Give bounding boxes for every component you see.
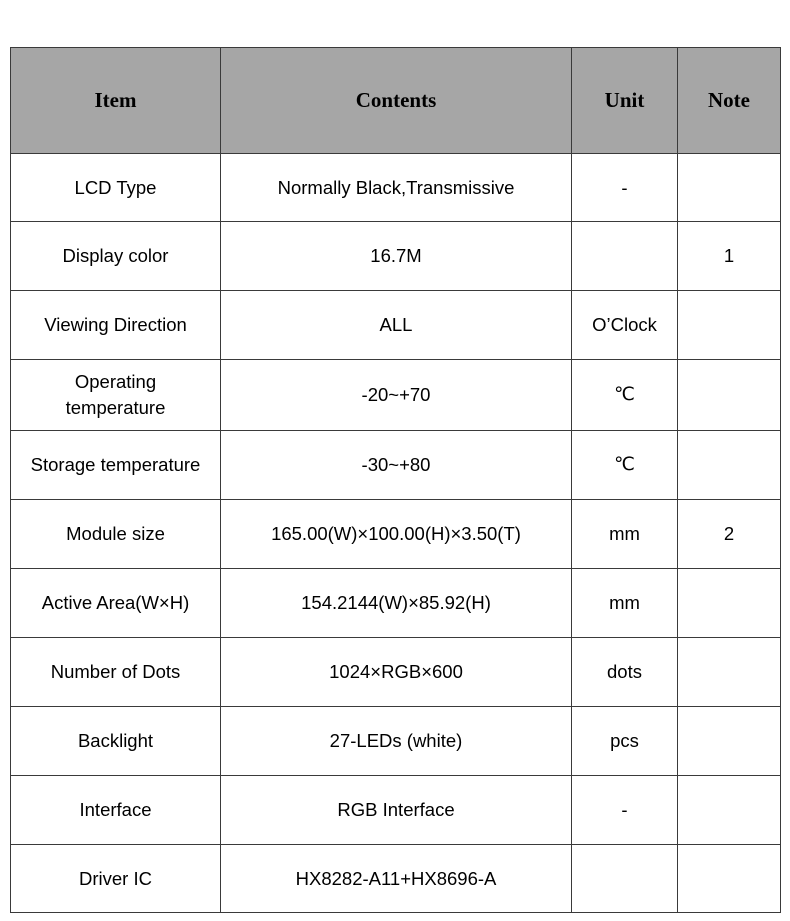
cell-unit: ℃ [572,431,678,500]
cell-unit [572,222,678,291]
header-note: Note [678,48,781,154]
cell-note: 1 [678,222,781,291]
table-row [11,638,781,707]
cell-contents: 1024×RGB×600 [221,638,572,707]
cell-contents: -20~+70 [221,360,572,431]
cell-item: Backlight [11,707,221,776]
cell-item: Active Area(W×H) [11,569,221,638]
cell-note [678,431,781,500]
cell-unit: ℃ [572,360,678,431]
table-row [11,845,781,913]
cell-note [678,291,781,360]
cell-unit: - [572,154,678,222]
cell-item: Storage temperature [11,431,221,500]
cell-unit: mm [572,569,678,638]
cell-item: Operating temperature [11,360,221,431]
cell-note [678,845,781,913]
cell-contents: 27-LEDs (white) [221,707,572,776]
table-row [11,500,781,569]
cell-item: Driver IC [11,845,221,913]
table-row [11,291,781,360]
cell-note [678,776,781,845]
cell-unit [572,845,678,913]
cell-unit: mm [572,500,678,569]
cell-note [678,360,781,431]
table-row [11,360,781,431]
cell-note: 2 [678,500,781,569]
cell-note [678,638,781,707]
cell-contents: ALL [221,291,572,360]
cell-contents: Normally Black,Transmissive [221,154,572,222]
table-row [11,154,781,222]
table-row [11,707,781,776]
cell-item: Interface [11,776,221,845]
table-row [11,776,781,845]
cell-item: Module size [11,500,221,569]
cell-contents: 154.2144(W)×85.92(H) [221,569,572,638]
cell-unit: - [572,776,678,845]
cell-note [678,707,781,776]
cell-note [678,569,781,638]
cell-note [678,154,781,222]
cell-item: Viewing Direction [11,291,221,360]
cell-item: LCD Type [11,154,221,222]
cell-item: Number of Dots [11,638,221,707]
cell-unit: pcs [572,707,678,776]
table-header-row [11,48,781,154]
cell-unit: O’Clock [572,291,678,360]
cell-unit: dots [572,638,678,707]
cell-contents: 16.7M [221,222,572,291]
header-contents: Contents [221,48,572,154]
cell-contents: RGB Interface [221,776,572,845]
specification-table [10,47,781,913]
cell-contents: 165.00(W)×100.00(H)×3.50(T) [221,500,572,569]
header-item: Item [11,48,221,154]
cell-item: Display color [11,222,221,291]
table-row [11,222,781,291]
cell-contents: HX8282-A11+HX8696-A [221,845,572,913]
table-row [11,431,781,500]
table-row [11,569,781,638]
cell-contents: -30~+80 [221,431,572,500]
header-unit: Unit [572,48,678,154]
